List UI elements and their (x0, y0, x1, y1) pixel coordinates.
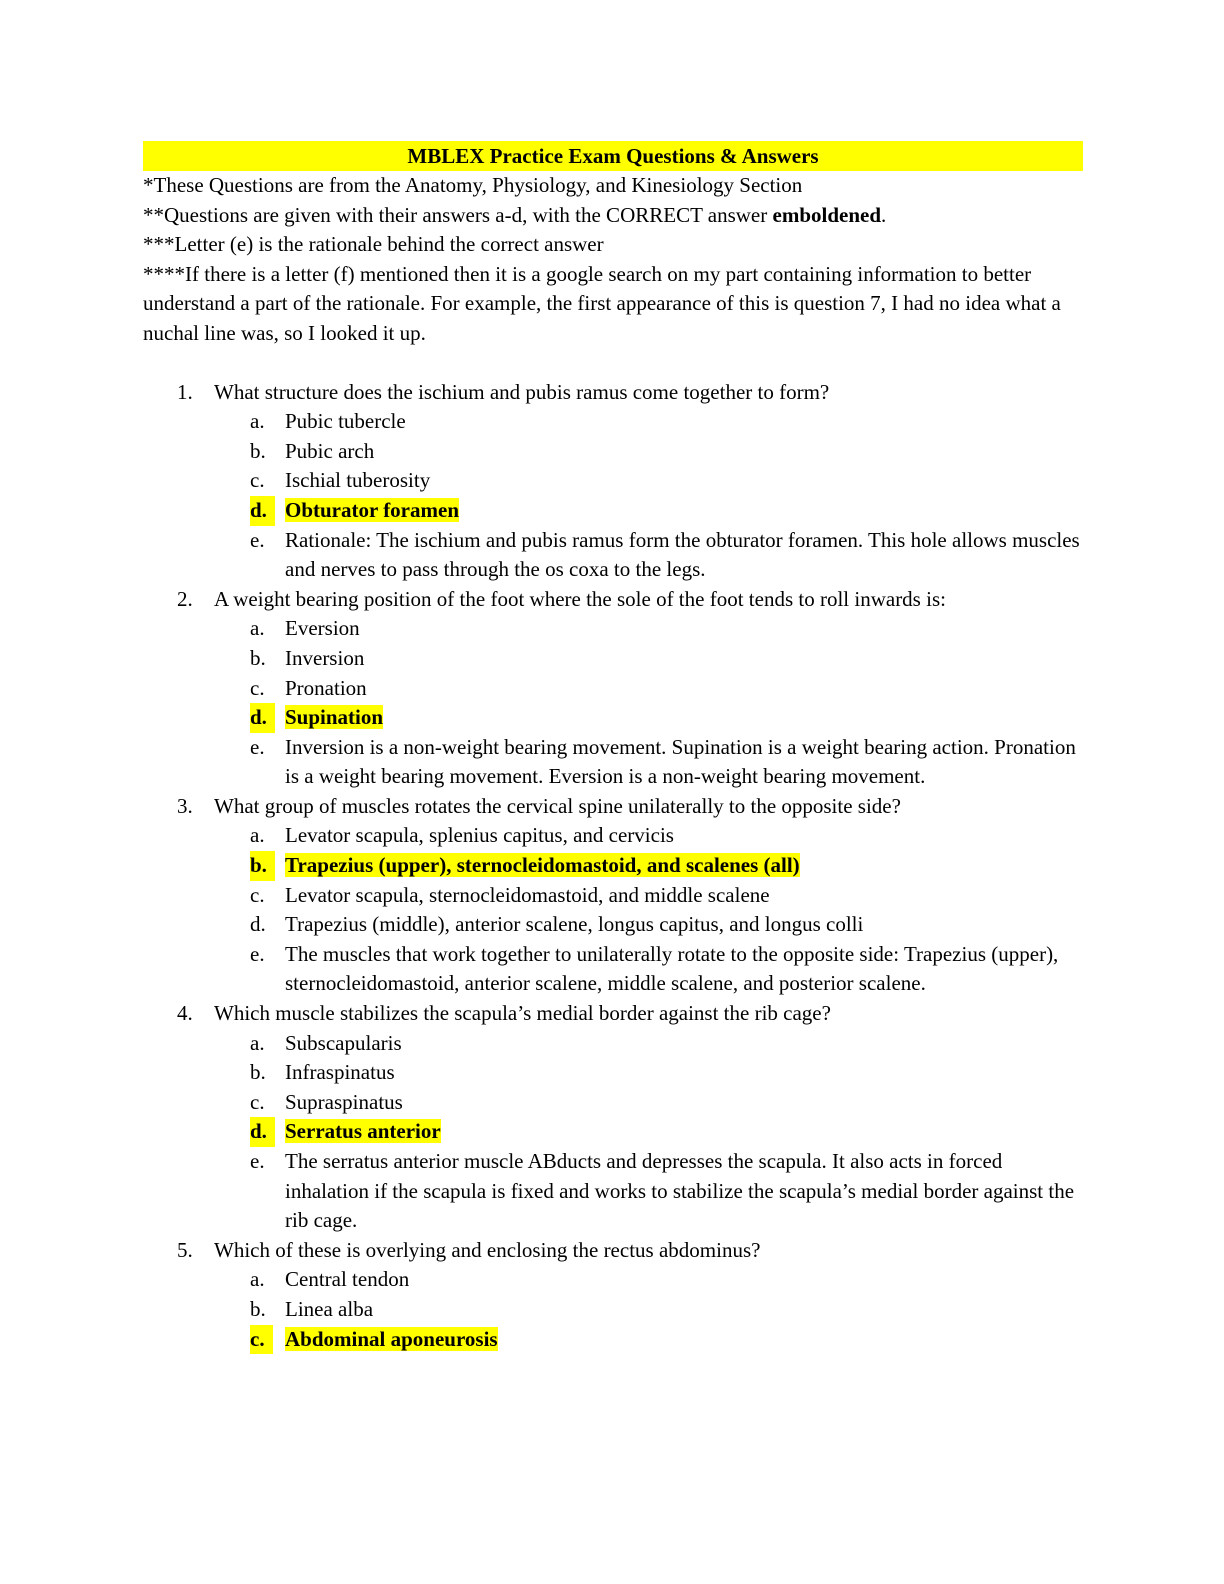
option-text: Trapezius (upper), sternocleidomastoid, and scalenes (all) (285, 853, 800, 878)
option-text: Abdominal aponeurosis (285, 1326, 498, 1351)
option-list (143, 1265, 1083, 1354)
option-text: Pubic tubercle (285, 409, 406, 434)
question-line (143, 1236, 1083, 1266)
answer-option (143, 821, 1083, 851)
option-letter: e. (250, 527, 265, 552)
option-list (143, 821, 1083, 999)
option-text: Pronation (285, 675, 367, 700)
option-text: Obturator foramen (285, 497, 459, 522)
option-text: Eversion (285, 616, 360, 641)
answer-option (143, 1265, 1083, 1295)
option-text: Inversion (285, 645, 365, 670)
answer-option (143, 1088, 1083, 1118)
option-letter: d. (250, 496, 275, 526)
intro-note-2 (143, 201, 1083, 231)
answer-option (143, 1295, 1083, 1325)
answer-option (143, 644, 1083, 674)
question-item (143, 378, 1083, 585)
option-text: Levator scapula, sternocleidomastoid, and middle scalene (285, 882, 770, 907)
question-line (143, 792, 1083, 822)
answer-option (143, 437, 1083, 467)
option-letter: e. (250, 734, 265, 759)
question-item (143, 585, 1083, 792)
correct-answer-option (143, 851, 1083, 881)
correct-answer-option (143, 1325, 1083, 1355)
question-item (143, 792, 1083, 999)
option-letter: d. (250, 1117, 275, 1147)
answer-option (143, 1029, 1083, 1059)
answer-option (143, 1058, 1083, 1088)
question-list (143, 378, 1083, 1355)
option-letter: a. (250, 1267, 265, 1292)
option-text: Inversion is a non-weight bearing movement. Supination is a weight bearing action. Pronation is a weight bearing movement. Eversion is a non-weight bearing movement. (285, 734, 1076, 789)
correct-answer-option (143, 496, 1083, 526)
answer-option (143, 674, 1083, 704)
option-text: Pubic arch (285, 438, 375, 463)
question-text: Which muscle stabilizes the scapula’s medial border against the rib cage? (214, 1001, 831, 1026)
correct-answer-option (143, 703, 1083, 733)
option-text: Subscapularis (285, 1030, 402, 1055)
option-letter: a. (250, 616, 265, 641)
option-letter: a. (250, 1030, 265, 1055)
question-text: What group of muscles rotates the cervical spine unilaterally to the opposite side? (214, 793, 901, 818)
question-item (143, 999, 1083, 1236)
option-letter: c. (250, 1089, 265, 1114)
question-line (143, 378, 1083, 408)
option-text: The muscles that work together to unilaterally rotate to the opposite side: Trapezius (upper), sternocleidomastoid, anterior scalene, middle scalene, and posterior scalene. (285, 941, 1059, 996)
page-title: MBLEX Practice Exam Questions & Answers (143, 141, 1083, 171)
option-text: Central tendon (285, 1267, 410, 1292)
intro-note-2-pre: **Questions are given with their answers a-d, with the CORRECT answer (143, 202, 773, 227)
question-text: What structure does the ischium and pubis ramus come together to form? (214, 379, 830, 404)
option-letter: d. (250, 703, 275, 733)
question-line (143, 585, 1083, 615)
option-list (143, 1029, 1083, 1236)
question-item (143, 1236, 1083, 1354)
answer-option (143, 940, 1083, 999)
option-letter: b. (250, 645, 266, 670)
option-text: Supraspinatus (285, 1089, 403, 1114)
intro-note-1: *These Questions are from the Anatomy, Physiology, and Kinesiology Section (143, 173, 803, 197)
answer-option (143, 526, 1083, 585)
option-letter: c. (250, 675, 265, 700)
option-letter: c. (250, 1325, 273, 1355)
option-text: The serratus anterior muscle ABducts and depresses the scapula. It also acts in forced inhalation if the scapula is fixed and works to stabilize the scapula’s medial border against the rib cage. (285, 1149, 1075, 1233)
question-number: 5. (177, 1237, 193, 1262)
intro-note-4: ****If there is a letter (f) mentioned then it is a google search on my part containing information to better understand a part of the rationale. For example, the first appearance of this is question 7, I had no idea what a nuchal line was, so I looked it up. (143, 261, 1061, 345)
question-text: Which of these is overlying and enclosing the rectus abdominus? (214, 1237, 761, 1262)
question-text: A weight bearing position of the foot where the sole of the foot tends to roll inwards is: (214, 586, 946, 611)
answer-option (143, 466, 1083, 496)
answer-option (143, 910, 1083, 940)
option-text: Serratus anterior (285, 1119, 441, 1144)
answer-option (143, 614, 1083, 644)
question-number: 1. (177, 379, 193, 404)
option-text: Levator scapula, splenius capitus, and cervicis (285, 823, 674, 848)
option-text: Linea alba (285, 1296, 374, 1321)
option-letter: c. (250, 468, 265, 493)
option-text: Ischial tuberosity (285, 468, 431, 493)
option-list (143, 407, 1083, 585)
option-text: Trapezius (middle), anterior scalene, longus capitus, and longus colli (285, 912, 864, 937)
option-letter: e. (250, 941, 265, 966)
intro-note-2-post: . (881, 202, 887, 227)
document-page (143, 141, 1083, 1354)
question-line (143, 999, 1083, 1029)
question-number: 4. (177, 1001, 193, 1026)
question-number: 2. (177, 586, 193, 611)
answer-option (143, 407, 1083, 437)
option-letter: c. (250, 882, 265, 907)
option-letter: e. (250, 1149, 265, 1173)
question-number: 3. (177, 793, 193, 818)
option-text: Infraspinatus (285, 1060, 395, 1085)
option-letter: a. (250, 409, 265, 434)
option-letter: d. (250, 912, 266, 937)
answer-option (143, 881, 1083, 911)
answer-option (143, 733, 1083, 792)
option-list (143, 614, 1083, 792)
option-letter: b. (250, 438, 266, 463)
option-letter: b. (250, 1296, 266, 1321)
option-text: Rationale: The ischium and pubis ramus form the obturator foramen. This hole allows muscles and nerves to pass through the os coxa to the legs. (285, 527, 1080, 582)
intro-note-2-bold: emboldened (772, 202, 882, 227)
option-text: Supination (285, 705, 384, 730)
option-letter: b. (250, 1060, 266, 1085)
answer-option (143, 1147, 1083, 1236)
intro-notes (143, 171, 1083, 349)
option-letter: b. (250, 851, 275, 881)
correct-answer-option (143, 1117, 1083, 1147)
intro-note-3: ***Letter (e) is the rationale behind the correct answer (143, 232, 604, 257)
option-letter: a. (250, 823, 265, 848)
